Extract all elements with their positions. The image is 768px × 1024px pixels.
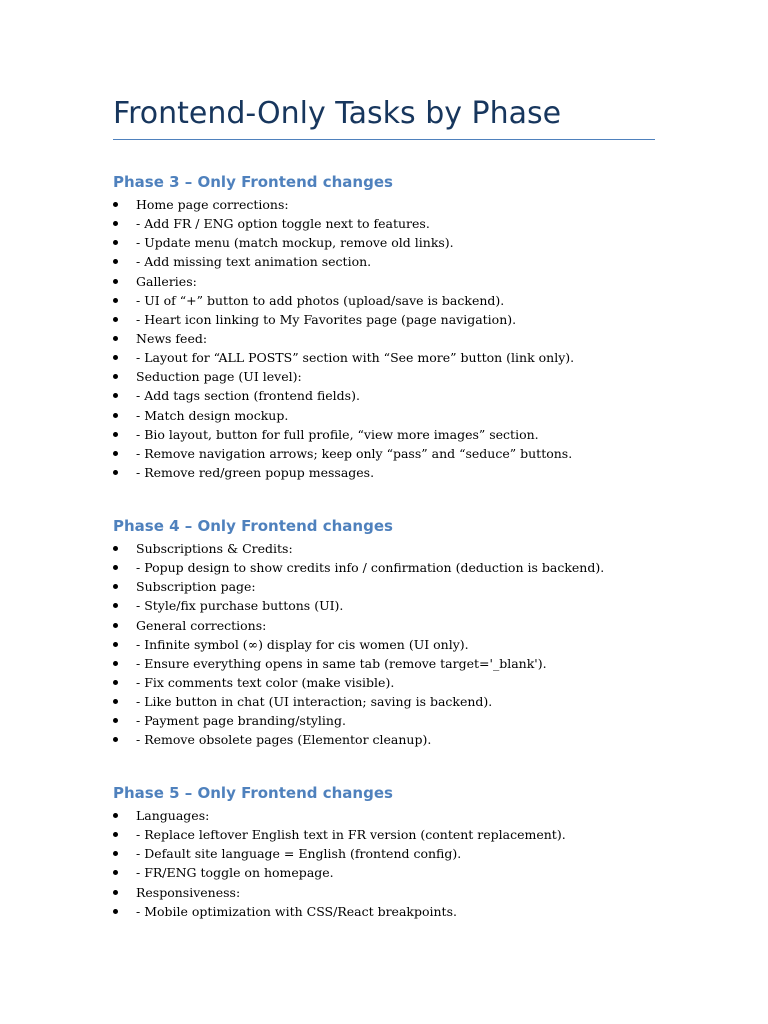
list-item <box>113 463 673 482</box>
list-item <box>113 444 673 463</box>
list-item-text: - Payment page branding/styling. <box>136 713 346 729</box>
list-item <box>113 596 673 615</box>
list-item <box>113 195 673 214</box>
section-heading: Phase 4 – Only Frontend changes <box>113 517 393 535</box>
list-item-text: Seduction page (UI level): <box>136 369 302 385</box>
bullet-dot-icon <box>113 259 118 264</box>
bullet-dot-icon <box>113 451 118 456</box>
bullet-dot-icon <box>113 374 118 379</box>
list-item-text: - Fix comments text color (make visible). <box>136 674 395 690</box>
bullet-dot-icon <box>113 699 118 704</box>
list-item-text: - Mobile optimization with CSS/React breakpoints. <box>136 903 457 919</box>
list-item-text: - Ensure everything opens in same tab (remove target='_blank'). <box>136 655 547 671</box>
list-item <box>113 883 673 902</box>
task-list <box>113 195 673 482</box>
list-item <box>113 252 673 271</box>
list-item-text: - Like button in chat (UI interaction; saving is backend). <box>136 694 493 710</box>
phase-3-section <box>113 171 673 482</box>
bullet-dot-icon <box>113 565 118 570</box>
list-item-text: Subscriptions & Credits: <box>136 541 293 556</box>
bullet-dot-icon <box>113 603 118 608</box>
bullet-dot-icon <box>113 851 118 856</box>
list-item-text: - Remove red/green popup messages. <box>136 464 375 480</box>
list-item <box>113 577 673 596</box>
section-heading: Phase 3 – Only Frontend changes <box>113 173 393 191</box>
list-item <box>113 902 673 921</box>
list-item-text: - Heart icon linking to My Favorites page (page navigation). <box>136 311 517 327</box>
list-item <box>113 329 673 348</box>
bullet-dot-icon <box>113 279 118 284</box>
page-title: Frontend-Only Tasks by Phase <box>113 96 562 131</box>
bullet-dot-icon <box>113 623 118 628</box>
bullet-dot-icon <box>113 661 118 666</box>
phase-5-section <box>113 782 673 921</box>
list-item <box>113 616 673 635</box>
list-item-text: - FR/ENG toggle on homepage. <box>136 865 334 881</box>
list-item <box>113 558 673 577</box>
bullet-dot-icon <box>113 221 118 226</box>
bullet-dot-icon <box>113 202 118 207</box>
list-item-text: Galleries: <box>136 273 197 289</box>
bullet-dot-icon <box>113 317 118 322</box>
phase-4-section <box>113 515 673 750</box>
bullet-dot-icon <box>113 813 118 818</box>
bullet-dot-icon <box>113 870 118 875</box>
list-item <box>113 806 673 825</box>
task-list <box>113 806 673 921</box>
list-item <box>113 272 673 291</box>
bullet-dot-icon <box>113 240 118 245</box>
list-item <box>113 406 673 425</box>
section-heading: Phase 5 – Only Frontend changes <box>113 784 393 802</box>
bullet-dot-icon <box>113 737 118 742</box>
bullet-dot-icon <box>113 890 118 895</box>
list-item-text: Subscription page: <box>136 579 256 595</box>
list-item <box>113 711 673 730</box>
list-item <box>113 654 673 673</box>
title-divider <box>113 139 655 140</box>
bullet-dot-icon <box>113 546 118 551</box>
bullet-dot-icon <box>113 642 118 647</box>
list-item <box>113 825 673 844</box>
task-list <box>113 539 673 750</box>
list-item-text: - Add FR / ENG option toggle next to features. <box>136 216 430 232</box>
bullet-dot-icon <box>113 432 118 437</box>
list-item-text: - Remove obsolete pages (Elementor cleanup). <box>136 732 432 748</box>
bullet-dot-icon <box>113 909 118 914</box>
list-item-text: - UI of “+” button to add photos (upload/save is backend). <box>136 292 505 308</box>
list-item-text: - Add tags section (frontend fields). <box>136 388 360 404</box>
bullet-dot-icon <box>113 584 118 589</box>
list-item <box>113 730 673 749</box>
list-item <box>113 863 673 882</box>
list-item-text: - Replace leftover English text in FR version (content replacement). <box>136 827 566 843</box>
list-item <box>113 539 673 558</box>
bullet-dot-icon <box>113 298 118 303</box>
list-item-text: - Layout for “ALL POSTS” section with “See more” button (link only). <box>136 350 575 366</box>
bullet-dot-icon <box>113 832 118 837</box>
list-item <box>113 214 673 233</box>
bullet-dot-icon <box>113 470 118 475</box>
list-item-text: News feed: <box>136 330 208 346</box>
list-item-text: - Match design mockup. <box>136 407 289 423</box>
list-item <box>113 348 673 367</box>
list-item-text: - Bio layout, button for full profile, “view more images” section. <box>136 426 539 442</box>
list-item <box>113 386 673 405</box>
list-item <box>113 844 673 863</box>
bullet-dot-icon <box>113 413 118 418</box>
bullet-dot-icon <box>113 336 118 341</box>
list-item-text: - Add missing text animation section. <box>136 254 372 270</box>
list-item-text: - Remove navigation arrows; keep only “pass” and “seduce” buttons. <box>136 445 573 461</box>
list-item-text: - Style/fix purchase buttons (UI). <box>136 598 344 614</box>
list-item <box>113 692 673 711</box>
list-item-text: General corrections: <box>136 617 267 633</box>
bullet-dot-icon <box>113 393 118 398</box>
list-item-text: - Infinite symbol (∞) display for cis women (UI only). <box>136 636 469 652</box>
bullet-dot-icon <box>113 355 118 360</box>
bullet-dot-icon <box>113 680 118 685</box>
list-item-text: - Default site language = English (frontend config). <box>136 846 462 862</box>
list-item <box>113 291 673 310</box>
list-item <box>113 310 673 329</box>
list-item-text: Languages: <box>136 808 210 823</box>
list-item-text: - Update menu (match mockup, remove old links). <box>136 235 454 251</box>
list-item <box>113 367 673 386</box>
list-item <box>113 635 673 654</box>
list-item-text: Responsiveness: <box>136 884 241 900</box>
bullet-dot-icon <box>113 718 118 723</box>
list-item-text: Home page corrections: <box>136 197 289 212</box>
list-item <box>113 233 673 252</box>
list-item <box>113 425 673 444</box>
list-item <box>113 673 673 692</box>
list-item-text: - Popup design to show credits info / confirmation (deduction is backend). <box>136 560 605 576</box>
